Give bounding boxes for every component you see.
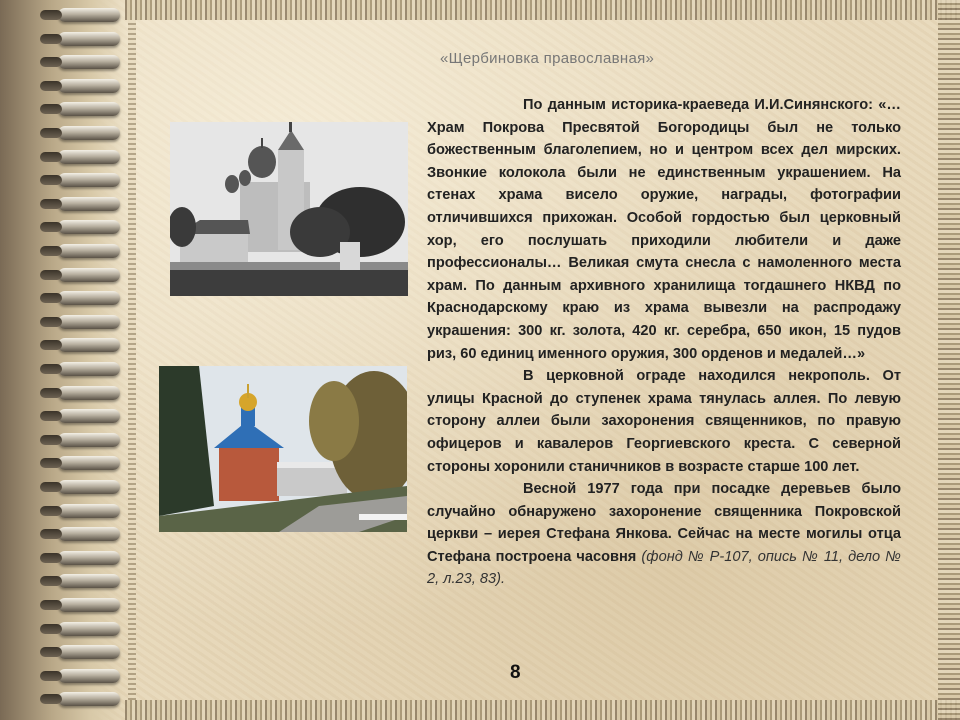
page-header: «Щербиновка православная» [440,50,655,67]
paragraph-2: В церковной ограде находился некрополь. От улицы Красной до ступенек храма тянулась аллея. По левую сторону аллеи были захоронения священников, по правую офицеров и кавалеров Георгиевского креста. С северной стороны хоронили станичников в возрасте старше 100 лет. [427,368,901,475]
binding-ring [58,102,120,116]
binding-ring [58,433,120,447]
binding-ring [58,386,120,400]
archive-reference: (фонд № Р-107, опись № 11, дело № 2, л.23, 83). [427,548,901,588]
binding-ring [58,244,120,258]
decorative-border-bottom [125,700,960,720]
binding-ring [58,362,120,376]
binding-ring [58,126,120,140]
decorative-border-top [125,0,960,20]
binding-ring [58,79,120,93]
paragraph-3 [427,478,901,591]
binding-ring [58,150,120,164]
binding-ring [58,173,120,187]
decorative-border-right [938,0,960,720]
binding-ring [58,669,120,683]
old-church-photo [170,122,408,296]
binding-ring [58,55,120,69]
chapel-photo [159,366,407,532]
page-number: 8 [510,662,521,683]
binding-ring [58,527,120,541]
paragraph-1: По данным историка-краеведа И.И.Синянского: «…Храм Покрова Пресвятой Богородицы был не только божественным благолепием, но и центром всех дел мирских. Звонкие колокола были не единственным украшением. На стенах храма висело оружие, награды, фотографии отличившихся прихожан. Особой гордостью был церковный хор, его послушать приходили любители и даже профессионалы… Великая смута снесла с намоленного места храм. По данным архивного хранилища тогдашнего НКВД по Краснодарскому краю из храма вывезли на распродажу украшения: 300 кг. золота, 420 кг. серебра, 650 икон, 15 пудов риз, 60 единиц именного оружия, 300 орденов и медалей…» [427,97,901,362]
binding-ring [58,456,120,470]
binding-ring [58,645,120,659]
binding-ring [58,551,120,565]
binding-ring [58,315,120,329]
spiral-binding [0,0,130,720]
binding-ring [58,574,120,588]
binding-ring [58,692,120,706]
article-text [427,94,901,591]
binding-ring [58,268,120,282]
binding-ring [58,504,120,518]
binding-ring [58,220,120,234]
binding-ring [58,338,120,352]
decorative-border-left [128,20,136,700]
binding-ring [58,622,120,636]
binding-ring [58,480,120,494]
binding-ring [58,291,120,305]
binding-ring [58,598,120,612]
binding-ring [58,197,120,211]
binding-ring [58,32,120,46]
paragraph-3-text: Весной 1977 года при посадке деревьев было случайно обнаружено захоронение священника Покровской церкви – иерея Стефана Янкова. Сейчас на месте могилы отца Стефана построена часовня [427,481,901,565]
binding-ring [58,8,120,22]
binding-ring [58,409,120,423]
